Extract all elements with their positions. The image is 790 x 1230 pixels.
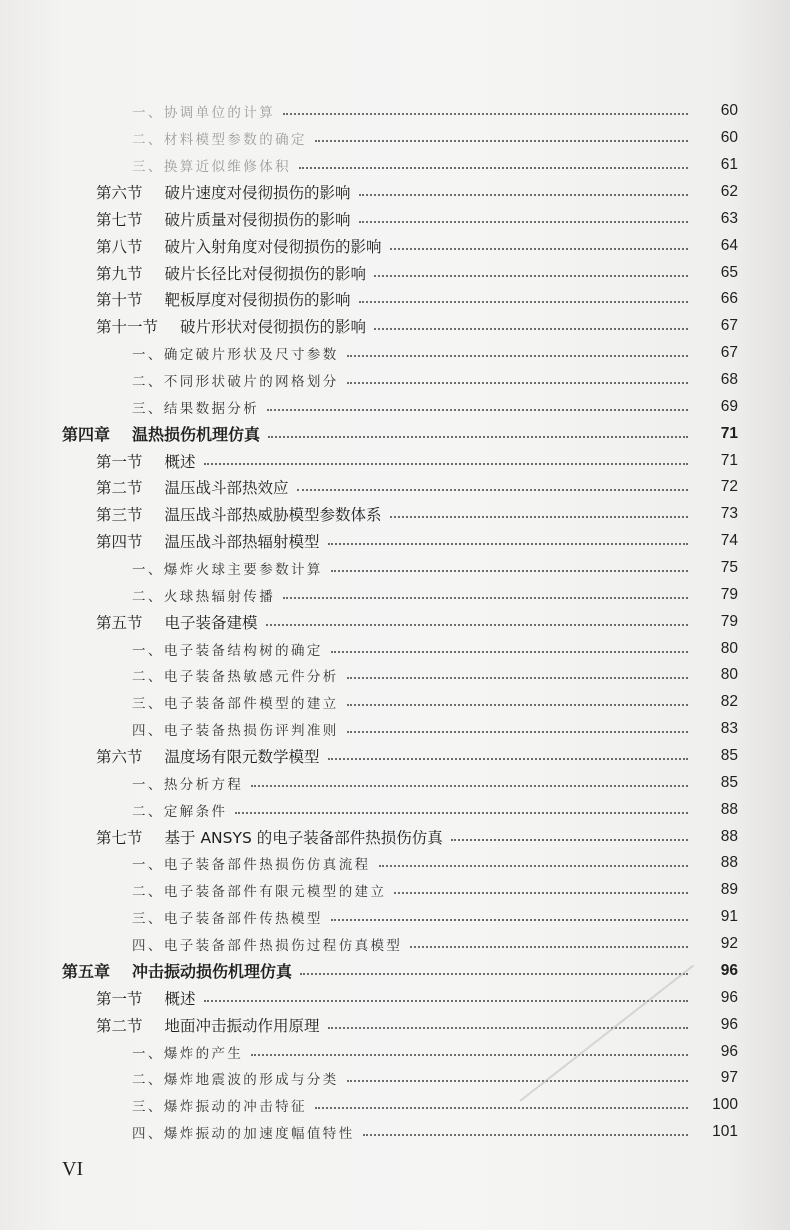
toc-entry-number: 第一节 [96, 452, 143, 471]
toc-entry-number: 二、 [132, 803, 164, 820]
toc-entry-label [132, 155, 295, 175]
toc-entry-title: 温度场有限元数学模型 [164, 748, 320, 767]
toc-entry-number: 一、 [132, 642, 164, 659]
toc-entry-subsection [0, 340, 790, 367]
toc-entry-label [132, 128, 311, 148]
toc-entry-label [96, 611, 262, 633]
toc-entry-number: 第二节 [96, 1016, 143, 1035]
toc-entry-number: 三、 [132, 1099, 164, 1116]
toc-entry-label [96, 530, 324, 552]
toc-entry-number: 第六节 [96, 184, 143, 202]
toc-entry-page: 83 [720, 720, 738, 738]
toc-entry-label [132, 370, 343, 390]
toc-entry-title: 定解条件 [163, 803, 228, 820]
toc-entry-page: 64 [720, 236, 738, 254]
toc-entry-number: 二、 [132, 884, 164, 901]
toc-entry-number: 一、 [132, 347, 164, 364]
toc-entry-page: 74 [720, 532, 738, 550]
toc-entry-page: 89 [720, 881, 738, 899]
toc-entry-title: 破片入射角度对侵彻损伤的影响 [164, 237, 382, 256]
toc-entry-page: 65 [720, 263, 738, 281]
dot-leader [374, 275, 688, 277]
toc-entry-page: 60 [720, 102, 738, 120]
toc-entry-subsection [0, 796, 790, 823]
toc-entry-page: 79 [720, 612, 738, 630]
toc-entry-section [0, 179, 790, 206]
toc-entry-number: 第二节 [96, 479, 143, 498]
toc-entry-page: 101 [712, 1123, 738, 1141]
toc-entry-page: 67 [720, 317, 738, 335]
toc-entry-subsection [0, 125, 790, 152]
toc-entry-title: 温压战斗部热威胁模型参数体系 [164, 506, 382, 525]
toc-entry-page: 82 [720, 693, 738, 711]
toc-entry-label [96, 987, 200, 1009]
dot-leader [390, 516, 688, 518]
toc-entry-section [0, 286, 790, 313]
toc-entry-page: 96 [720, 1042, 738, 1060]
toc-entry-title: 基于 ANSYS 的电子装备部件热损伤仿真 [164, 828, 443, 847]
toc-entry-title: 材料模型参数的确定 [163, 132, 307, 149]
toc-entry-label [132, 853, 375, 873]
dot-leader [359, 194, 688, 196]
toc-entry-label [132, 1122, 359, 1142]
toc-entry-label [96, 315, 370, 337]
toc-entry-title: 电子装备部件有限元模型的建立 [163, 884, 387, 901]
dot-leader [283, 597, 688, 599]
toc-entry-number: 一、 [132, 105, 164, 122]
toc-entry-label [132, 719, 343, 739]
toc-entry-page: 62 [720, 183, 738, 200]
toc-entry-section [0, 501, 790, 528]
toc-entry-section [0, 743, 790, 770]
toc-entry-section [0, 823, 790, 850]
dot-leader [268, 436, 688, 438]
toc-entry-title: 爆炸地震波的形成与分类 [163, 1072, 339, 1089]
toc-entry-title: 火球热辐射传播 [163, 588, 276, 605]
toc-entry-subsection [0, 393, 790, 420]
toc-entry-title: 电子装备部件模型的建立 [163, 696, 339, 713]
dot-leader [315, 1107, 688, 1109]
toc-entry-number: 四、 [132, 938, 164, 955]
toc-entry-section [0, 232, 790, 259]
toc-entry-title: 电子装备结构树的确定 [163, 642, 323, 659]
toc-entry-subsection [0, 1038, 790, 1065]
toc-entry-title: 不同形状破片的网格划分 [163, 374, 339, 391]
toc-entry-title: 冲击振动损伤机理仿真 [132, 962, 293, 982]
dot-leader [300, 973, 688, 975]
toc-entry-number: 第八节 [96, 237, 143, 256]
toc-entry-page: 73 [720, 505, 738, 523]
toc-entry-label [132, 1042, 247, 1062]
dot-leader [328, 1027, 688, 1029]
toc-entry-label [96, 503, 386, 525]
toc-entry-page: 71 [720, 424, 738, 442]
toc-entry-page: 67 [720, 344, 738, 362]
toc-entry-page: 85 [720, 773, 738, 791]
toc-entry-title: 爆炸火球主要参数计算 [163, 562, 323, 579]
toc-entry-title: 概述 [164, 452, 196, 471]
toc-entry-subsection [0, 716, 790, 743]
toc-entry-label [96, 262, 370, 284]
toc-entry-title: 地面冲击振动作用原理 [164, 1016, 320, 1035]
dot-leader [451, 839, 688, 841]
toc-entry-page: 91 [720, 908, 738, 926]
dot-leader [390, 248, 688, 250]
dot-leader [266, 624, 688, 626]
toc-entry-title: 电子装备部件传热模型 [163, 911, 323, 928]
toc-entry-section [0, 205, 790, 232]
toc-entry-subsection [0, 367, 790, 394]
table-of-contents [0, 98, 790, 1146]
toc-entry-label [132, 800, 231, 820]
toc-entry-page: 80 [720, 639, 738, 657]
toc-entry-subsection [0, 904, 790, 931]
toc-entry-subsection [0, 152, 790, 179]
toc-entry-label [132, 101, 279, 121]
toc-entry-title: 电子装备部件热损伤仿真流程 [163, 857, 371, 874]
toc-entry-label [132, 692, 343, 712]
dot-leader [297, 489, 688, 491]
toc-entry-label [96, 181, 355, 203]
dot-leader [347, 382, 688, 384]
toc-entry-page: 79 [720, 585, 738, 603]
dot-leader [359, 221, 688, 223]
dot-leader [359, 301, 688, 303]
toc-entry-number: 第四节 [96, 533, 143, 552]
toc-entry-number: 二、 [132, 1072, 164, 1089]
toc-entry-subsection [0, 877, 790, 904]
dot-leader [331, 570, 688, 572]
toc-entry-label [62, 959, 296, 982]
toc-entry-title: 电子装备部件热损伤过程仿真模型 [163, 938, 403, 955]
toc-entry-number: 第五节 [96, 613, 143, 632]
toc-entry-number: 第三节 [96, 506, 143, 525]
toc-entry-page: 97 [720, 1069, 738, 1087]
toc-entry-label [132, 934, 406, 954]
toc-entry-page: 71 [720, 451, 738, 469]
toc-entry-label [96, 235, 386, 257]
toc-entry-label [132, 343, 343, 363]
toc-entry-label [132, 639, 327, 659]
toc-entry-section [0, 259, 790, 286]
toc-entry-number: 三、 [132, 911, 164, 928]
toc-entry-number: 一、 [132, 562, 164, 579]
toc-entry-label [96, 450, 200, 472]
dot-leader [204, 1000, 688, 1002]
toc-entry-number: 四、 [132, 723, 164, 740]
dot-leader [283, 113, 688, 115]
dot-leader [394, 892, 688, 894]
dot-leader [267, 409, 688, 411]
dot-leader [347, 704, 688, 706]
toc-entry-subsection [0, 850, 790, 877]
toc-entry-title: 协调单位的计算 [163, 105, 276, 122]
toc-entry-page: 75 [720, 559, 738, 577]
toc-entry-label [96, 826, 447, 848]
toc-entry-number: 三、 [132, 696, 164, 713]
toc-entry-title: 破片长径比对侵彻损伤的影响 [164, 264, 367, 283]
dot-leader [251, 785, 688, 787]
dot-leader [204, 463, 688, 465]
toc-entry-page: 96 [720, 988, 738, 1006]
toc-entry-title: 破片形状对侵彻损伤的影响 [180, 318, 367, 337]
toc-entry-label [96, 1014, 324, 1036]
dot-leader [331, 919, 688, 921]
dot-leader [328, 758, 688, 760]
toc-entry-page: 66 [720, 290, 738, 308]
toc-entry-subsection [0, 555, 790, 582]
dot-leader [363, 1134, 688, 1136]
dot-leader [347, 677, 688, 679]
toc-entry-title: 电子装备建模 [164, 613, 258, 632]
page-folio: VI [62, 1158, 84, 1180]
dot-leader [347, 731, 688, 733]
toc-entry-section [0, 608, 790, 635]
toc-entry-page: 68 [720, 371, 738, 389]
toc-entry-number: 第四章 [62, 425, 111, 445]
toc-entry-number: 第九节 [96, 264, 143, 283]
toc-entry-number: 第五章 [62, 962, 111, 982]
toc-entry-number: 二、 [132, 132, 164, 149]
toc-entry-subsection [0, 689, 790, 716]
toc-entry-subsection [0, 769, 790, 796]
toc-entry-label [96, 745, 324, 767]
dot-leader [251, 1054, 688, 1056]
toc-entry-subsection [0, 1119, 790, 1146]
toc-entry-page: 80 [720, 666, 738, 684]
toc-entry-number: 第七节 [96, 828, 143, 847]
toc-entry-page: 72 [720, 478, 738, 496]
toc-entry-label [96, 476, 293, 498]
toc-entry-number: 一、 [132, 1045, 164, 1062]
toc-entry-title: 破片质量对侵彻损伤的影响 [164, 210, 351, 229]
toc-entry-title: 温压战斗部热效应 [164, 479, 289, 498]
toc-entry-title: 确定破片形状及尺寸参数 [163, 347, 339, 364]
toc-entry-page: 60 [720, 129, 738, 147]
toc-entry-label [62, 422, 264, 445]
toc-entry-label [132, 585, 279, 605]
toc-entry-section [0, 447, 790, 474]
toc-entry-label [132, 665, 343, 685]
toc-entry-title: 概述 [164, 989, 196, 1008]
dot-leader [410, 946, 688, 948]
toc-entry-title: 结果数据分析 [163, 400, 260, 417]
toc-entry-number: 二、 [132, 669, 164, 686]
dot-leader [347, 1080, 688, 1082]
toc-entry-title: 温热损伤机理仿真 [132, 425, 261, 445]
dot-leader [235, 812, 688, 814]
toc-entry-label [132, 773, 247, 793]
toc-entry-section [0, 984, 790, 1011]
toc-entry-number: 三、 [132, 159, 164, 176]
dot-leader [299, 167, 688, 169]
toc-entry-number: 第七节 [96, 210, 143, 229]
toc-entry-subsection [0, 662, 790, 689]
dot-leader [328, 543, 688, 545]
toc-entry-title: 换算近似维修体积 [163, 159, 292, 176]
toc-entry-label [132, 558, 327, 578]
dot-leader [331, 651, 688, 653]
toc-entry-subsection [0, 98, 790, 125]
toc-entry-page: 92 [720, 935, 738, 953]
toc-entry-number: 二、 [132, 588, 164, 605]
toc-entry-title: 爆炸振动的加速度幅值特性 [163, 1126, 355, 1143]
toc-entry-number: 第一节 [96, 989, 143, 1008]
toc-entry-number: 第十一节 [96, 318, 159, 337]
toc-entry-number: 一、 [132, 776, 164, 793]
toc-entry-title: 电子装备热损伤评判准则 [163, 723, 339, 740]
toc-entry-page: 61 [720, 156, 738, 174]
toc-entry-page: 63 [720, 209, 738, 227]
dot-leader [374, 328, 688, 330]
toc-entry-title: 爆炸的产生 [163, 1045, 244, 1062]
toc-entry-title: 电子装备热敏感元件分析 [163, 669, 339, 686]
toc-entry-page: 96 [720, 1015, 738, 1033]
toc-entry-label [132, 397, 263, 417]
toc-entry-page: 85 [720, 747, 738, 765]
toc-entry-section [0, 528, 790, 555]
toc-entry-label [132, 880, 390, 900]
toc-entry-title: 靶板厚度对侵彻损伤的影响 [164, 291, 351, 310]
toc-entry-label [132, 1068, 343, 1088]
toc-entry-title: 热分析方程 [163, 776, 244, 793]
toc-entry-page: 69 [720, 397, 738, 415]
toc-entry-subsection [0, 635, 790, 662]
toc-entry-page: 88 [720, 800, 738, 818]
toc-entry-section [0, 313, 790, 340]
toc-entry-subsection [0, 931, 790, 958]
toc-entry-subsection [0, 581, 790, 608]
dot-leader [379, 865, 688, 867]
toc-entry-number: 三、 [132, 400, 164, 417]
toc-entry-label [132, 907, 327, 927]
dot-leader [315, 140, 688, 142]
toc-entry-number: 四、 [132, 1126, 164, 1143]
toc-entry-page: 88 [720, 827, 738, 845]
toc-entry-title: 爆炸振动的冲击特征 [163, 1099, 307, 1116]
toc-entry-label [96, 208, 355, 230]
toc-entry-page: 88 [720, 854, 738, 872]
dot-leader [347, 355, 688, 357]
toc-entry-number: 一、 [132, 857, 164, 874]
toc-entry-label [96, 288, 355, 310]
toc-entry-label [132, 1095, 311, 1115]
toc-entry-title: 破片速度对侵彻损伤的影响 [164, 184, 351, 202]
toc-entry-subsection [0, 1065, 790, 1092]
toc-entry-section [0, 1011, 790, 1038]
toc-entry-chapter [0, 420, 790, 447]
toc-entry-number: 二、 [132, 374, 164, 391]
toc-entry-number: 第十节 [96, 291, 143, 310]
toc-entry-page: 96 [720, 961, 738, 979]
toc-entry-number: 第六节 [96, 748, 143, 767]
toc-entry-page: 100 [712, 1096, 738, 1114]
toc-entry-section [0, 474, 790, 501]
toc-entry-subsection [0, 1092, 790, 1119]
toc-entry-title: 温压战斗部热辐射模型 [164, 533, 320, 552]
